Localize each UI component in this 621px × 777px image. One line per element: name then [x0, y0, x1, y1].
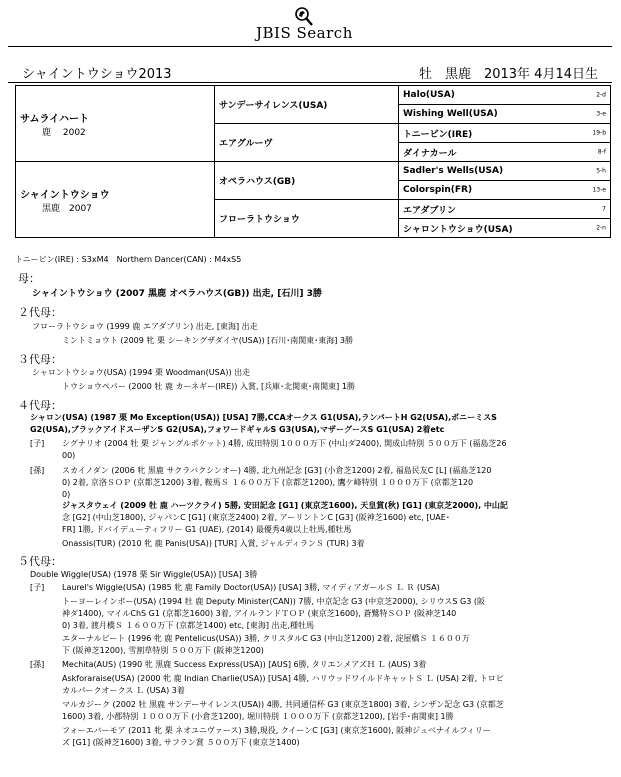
ped-g2-1[interactable]: サンデーサイレンス(USA) — [215, 86, 399, 124]
family-number: 7 — [602, 205, 606, 213]
family-number: 2-d — [596, 91, 606, 99]
askforaraise-line-1: Askforaraise(USA) (2000 牝 鹿 Indian Charlie(USA)) [USA] 4勝, ハリウッドワイルドキャットＳ Ｌ (USA) 2着, トロピ — [62, 674, 504, 683]
ped-g3-name: ダイナカール — [403, 148, 457, 159]
family-number: 5-h — [596, 167, 606, 175]
section-dam-heading: 母： — [18, 272, 40, 285]
ped-g3-3[interactable] — [399, 124, 611, 143]
eternal-beat-line-1: エターナルビート (1996 牝 鹿 Pentelicus(USA)) 3勝, クリスタルC G3 (中山芝1200) 2着, 淀屋橋Ｓ １６００万 — [62, 634, 470, 643]
ped-g2-3[interactable]: オペラハウス(GB) — [215, 162, 399, 200]
dam-sub: 黒鹿 2007 — [42, 203, 92, 214]
tag-grandchild-1: [孫] — [30, 466, 45, 475]
justaway-line-1: ジャスタウェイ (2009 牡 鹿 ハーツクライ) 5勝, 安田記念 [G1] (東京芝1600), 天皇賞(秋) [G1] (東京芝2000), 中山記 — [62, 501, 508, 510]
sire-sub: 鹿 2002 — [42, 127, 86, 138]
toyo-rainbow-line-3: 0) 3着, 渡月橋Ｓ １６００万下 (京都芝1400) etc, [東海] 出走,種牡馬 — [62, 621, 315, 630]
ped-g3-7[interactable] — [399, 200, 611, 219]
family-number: 19-b — [592, 129, 606, 137]
family-number: 8-f — [597, 148, 606, 156]
section-4th-dam-heading: ４代母： — [18, 399, 62, 412]
header-divider — [8, 46, 612, 47]
horse-title-row — [8, 60, 612, 83]
tag-grandchild-2: [孫] — [30, 660, 45, 669]
onassis-line: Onassis(TUR) (2010 牝 鹿 Panis(USA)) [TUR] 入賞, ジャルディランＳ (TUR) 3着 — [62, 539, 365, 548]
5th-dam-line: Double Wiggle(USA) (1978 栗 Sir Wiggle(USA)) [USA] 3勝 — [30, 570, 258, 579]
tag-child-2: [子] — [30, 583, 45, 592]
dam-name: シャイントウショウ — [20, 189, 110, 201]
skynodan-line-2: 0) 2着, 京洛ＳＯＰ (京都芝1200) 3着, 鞍馬Ｓ １６００万下 (京都芝1200), 鷹ケ峰特別 １０００万下 (京都芝120 — [62, 478, 474, 487]
ped-g2-2[interactable]: エアグルーヴ — [215, 124, 399, 162]
dam-line-text: シャイントウショウ (2007 黒鹿 オペラハウス(GB)) 出走, [石川] 3勝 — [32, 289, 322, 299]
marukazeek-line-2: 1600) 3着, 小郡特別 １０００万下 (小倉芝1200), 堀川特別 １０００万下 (京都芝1200), [岩手･南関東] 1勝 — [62, 712, 454, 721]
horse-info: 牡 黒鹿 2013年 4月14日生 — [418, 67, 598, 82]
forevermore-line-2: ズ [G1] (阪神芝1600) 3着, サフラン賞 ５００万下 (東京芝1400) — [62, 738, 300, 747]
jbis-logo[interactable] — [256, 6, 366, 42]
laurels-wiggle-line: Laurel's Wiggle(USA) (1985 牝 鹿 Family Doctor(USA)) [USA] 3勝, マイディアガールＳ Ｌ Ｒ (USA) — [62, 583, 440, 592]
skynodan-line-3: 0) — [62, 490, 71, 499]
dam-line — [32, 288, 322, 300]
ped-g2-4[interactable]: フローラトウショウ — [215, 200, 399, 238]
2nd-dam-offspring: ミントミョウト (2009 牝 栗 シーキングザダイヤ(USA)) [石川･南関東･東海] 3勝 — [62, 336, 354, 345]
eternal-beat-line-2: 下 (阪神芝1200), 雪割草特別 ５００万下 (阪神芝1200) — [62, 646, 264, 655]
4th-dam-line-2: G2(USA),ブラックアイドスーザンS G2(USA),フォワードギャルS G3(USA),マザーグースS G1(USA) 2着etc — [30, 425, 445, 434]
ped-g3-name: エアダブリン — [403, 205, 457, 216]
ped-g3-name: Colorspin(FR) — [403, 185, 473, 195]
ped-g3-6[interactable] — [399, 181, 611, 200]
skynodan-line-1: スカイノダン (2006 牝 黒鹿 サクラバクシンオー) 4勝, 北九州記念 [G3] (小倉芝1200) 2着, 福島民友C [L] (福島芝120 — [62, 466, 492, 475]
horse-name: シャイントウショウ2013 — [22, 67, 172, 82]
logo-jbis: JBIS — [256, 24, 292, 42]
marukazeek-line-1: マルカジーク (2002 牡 黒鹿 サンデーサイレンス(USA)) 4勝, 共同通信杯 G3 (東京芝1800) 3着, シンザン記念 G3 (京都芝 — [62, 700, 504, 709]
ped-g3-4[interactable] — [399, 143, 611, 162]
ped-g3-8[interactable] — [399, 219, 611, 238]
signario-line-1: シグナリオ (2004 牡 栗 ジャングルポケット) 4勝, 成田特別 1０００万下 (中山ダ2400), 開成山特別 ５００万下 (福島芝26 — [62, 439, 507, 448]
ped-g3-name: トニービン(IRE) — [403, 129, 473, 140]
ped-g3-name: Halo(USA) — [403, 90, 455, 100]
tag-child-1: [子] — [30, 439, 45, 448]
4th-dam-line-1: シャロン(USA) (1987 栗 Mo Exception(USA)) [USA] 7勝,CCAオークス G1(USA),ランパートH G2(USA),ボニーミスS — [30, 413, 497, 422]
pedigree-table — [15, 85, 611, 238]
ped-g3-5[interactable] — [399, 162, 611, 181]
3rd-dam-line: シャロントウショウ(USA) (1994 栗 Woodman(USA)) 出走 — [32, 368, 251, 377]
family-number: 13-e — [592, 186, 606, 194]
2nd-dam-line: フローラトウショウ (1999 鹿 エアダブリン) 出走, [東海] 出走 — [32, 322, 258, 331]
sire-name: サムライハート — [20, 113, 89, 125]
ped-g3-2[interactable] — [399, 105, 611, 124]
section-2nd-dam-heading: ２代母： — [18, 306, 62, 319]
ped-g3-name: Sadler's Wells(USA) — [403, 166, 504, 176]
family-number: 2-n — [596, 224, 606, 232]
3rd-dam-offspring: トウショウペパー (2000 牡 鹿 カーネギー(IRE)) 入賞, [兵庫･北関東･南関東] 1勝 — [62, 382, 355, 391]
signario-line-2: 00) — [62, 451, 76, 460]
toyo-rainbow-line-2: 神ダ1400), マイルChS G1 (京都芝1600) 3着, アイルランドＴＯＰ (東京芝1600), 蒼鷺特ＳＯＰ (阪神芝140 — [62, 609, 457, 618]
logo-search: Search — [296, 24, 353, 42]
ped-g3-name: Wishing Well(USA) — [403, 109, 498, 119]
mechita-line: Mechita(AUS) (1990 牝 黒鹿 Success Express(USA)) [AUS] 6勝, タリエンメアズＨ Ｌ (AUS) 3着 — [62, 660, 427, 669]
ped-g3-1[interactable] — [399, 86, 611, 105]
inbreeding-line: トニービン(IRE) : S3xM4 Northern Dancer(CAN) : M4xS5 — [15, 255, 242, 264]
ped-g3-name: シャロントウショウ(USA) — [403, 224, 513, 235]
justaway-line-2: 念 [G2] (中山芝1800), ジャパンC [G1] (東京芝2400) 2着, アーリントンC [G3] (阪神芝1600) etc, [UAE･ — [62, 513, 450, 522]
sire-cell[interactable] — [16, 86, 215, 162]
section-5th-dam-heading: ５代母： — [18, 555, 62, 568]
toyo-rainbow-line-1: トーヨーレインボー(USA) (1994 牡 鹿 Deputy Minister(CAN)) 7勝, 中京記念 G3 (中京芝2000), シリウスS G3 (阪 — [62, 597, 485, 606]
justaway-line-3: FR] 1勝, ドバイデューティフリー G1 (UAE), (2014) 最優秀4歳以上牡馬,種牡馬 — [62, 525, 352, 534]
dam-cell[interactable] — [16, 162, 215, 238]
section-3rd-dam-heading: ３代母： — [18, 353, 62, 366]
family-number: 3-e — [596, 110, 606, 118]
askforaraise-line-2: カルパークオークス Ｌ (USA) 3着 — [62, 686, 185, 695]
forevermore-line-1: フォーエバーモア (2011 牝 栗 ネオユニヴァース) 3勝,現役, クイーンC [G3] (東京芝1600), 阪神ジュベナイルフィリー — [62, 726, 491, 735]
